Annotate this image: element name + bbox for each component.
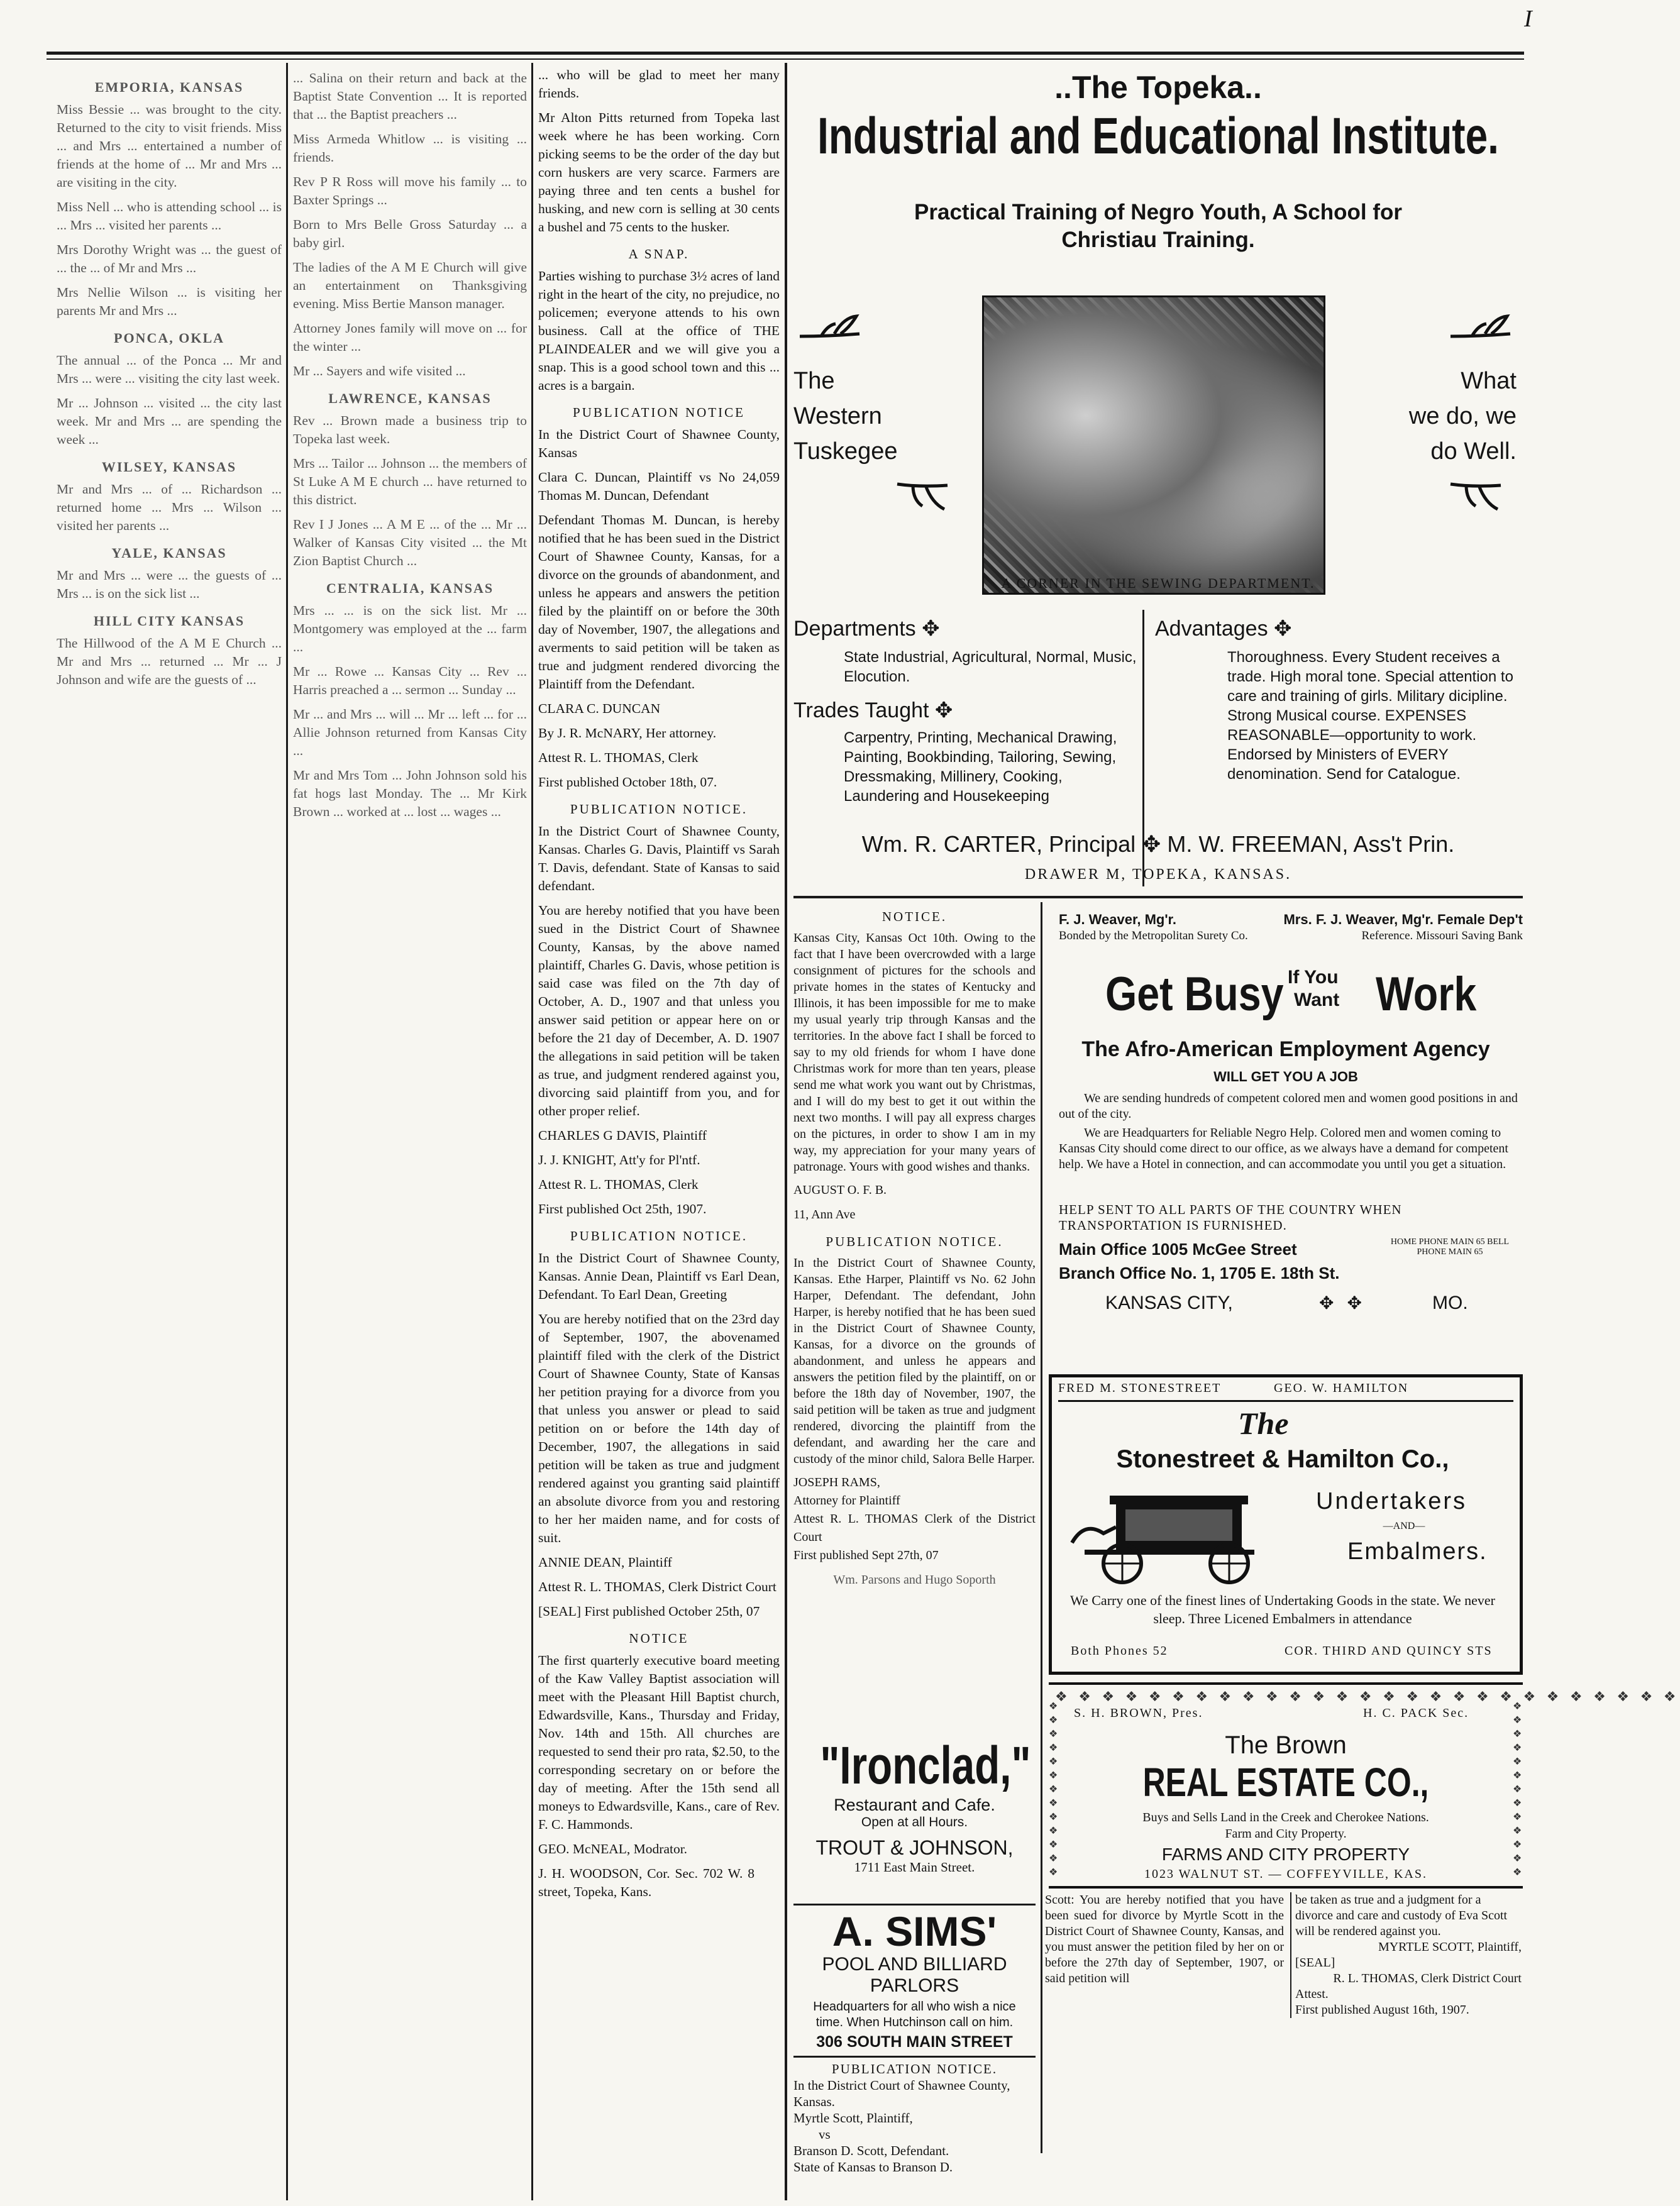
if-you-text: If You [1288, 967, 1339, 988]
manager-2-reference: Reference. Missouri Saving Bank [1361, 929, 1523, 942]
real-estate-line-3: FARMS AND CITY PROPERTY [1161, 1845, 1410, 1864]
news-paragraph: Rev I J Jones ... A M E ... of the ... Mr ... Walker of Kansas City visited ... the Mt Zion Baptist Church ... [293, 517, 527, 568]
manager-1-bond: Bonded by the Metropolitan Surety Co. [1059, 929, 1248, 942]
sims-ad [793, 1909, 1036, 2051]
news-paragraph: Miss Armeda Whitlow ... is visiting ... friends. [293, 131, 527, 165]
signature: JOSEPH RAMS, [793, 1475, 880, 1489]
decorative-border-icon: ❖ ❖ ❖ ❖ ❖ ❖ ❖ ❖ ❖ ❖ ❖ ❖ ❖ ❖ ❖ ❖ ❖ ❖ ❖ ❖ ❖ ❖ ❖ ❖ ❖ ❖ ❖ [1055, 1689, 1680, 1704]
news-paragraph: Mrs ... Tailor ... Johnson ... the members of St Luke A M E church ... have returned to this district. [293, 456, 527, 507]
heading-publication-notice-scott: PUBLICATION NOTICE. [831, 2061, 998, 2076]
signature: By J. R. McNARY, Her attorney. [538, 725, 717, 741]
assistant-principal-name: M. W. FREEMAN, Ass't Prin. [1167, 831, 1455, 857]
ad-subtitle: Practical Training of Negro Youth, A School for [914, 200, 1402, 224]
clerk-signature: R. L. THOMAS, Clerk District Court [1333, 1972, 1522, 1985]
news-paragraph: Mr Alton Pitts returned from Topeka last week where he has been working. Corn picking seems to be the order of the day but corn huskers are very scarce. Farmers are paying three and ten cents a bushel for husking, and new corn is selling at 30 cents a bushel and 75 cents to the husker. [538, 110, 780, 234]
notice-paragraph: In the District Court of Shawnee County, Kansas. Ethe Harper, Plaintiff vs No. 62 John Harper, Defendant. The defendant, John Harper, is hereby notified that he has been sued in the District Court of Shawnee County, Kansas, for a divorce on the grounds of abandonment, and unless he appears and answers the petition filed by the plaintiff, on or before the 18th day of November, 1907, the said petition will be taken as true and judgment rendered, divorcing the plaintiff from the defendant, and awarding her the care and custody of the minor child, Salora Belle Harper. [793, 1256, 1036, 1466]
undertakers-word: Undertakers [1316, 1488, 1467, 1514]
attest-line: Attest. [1295, 1987, 1329, 2001]
real-estate-the: The Brown [1225, 1731, 1347, 1759]
news-paragraph: Mr ... Sayers and wife visited ... [293, 363, 466, 378]
attest-line: Attest R. L. THOMAS, Clerk [538, 750, 699, 765]
signature: J. J. KNIGHT, Att'y for Pl'ntf. [538, 1152, 700, 1167]
trades-heading: Trades Taught ✥ [793, 698, 953, 722]
agency-paragraph: We are Headquarters for Reliable Negro Help. Colored men and women coming to Kansas City should come direct to our office, as we always have a demand for competent help. We have a Hotel in connection, and can accommodate you until you get a situation. [1059, 1126, 1508, 1171]
seal-text: [SEAL] [1295, 1956, 1335, 1970]
agency-state: MO. [1432, 1293, 1468, 1313]
news-paragraph: Mr ... and Mrs ... will ... Mr ... left ... for ... Allie Johnson returned from Kansas City ... [293, 707, 527, 758]
news-paragraph: ... who will be glad to meet her many friends. [538, 67, 780, 101]
departments-text: State Industrial, Agricultural, Normal, Music, Elocution. [844, 649, 1137, 685]
ad-inner-rule [1058, 1400, 1513, 1402]
heading-publication-notice-dean: PUBLICATION NOTICE. [570, 1228, 748, 1244]
heading-a-snap: A SNAP. [628, 246, 690, 262]
get-busy-text: Get Busy [1105, 968, 1284, 1021]
notice-paragraph: Clara C. Duncan, Plaintiff vs No 24,059 Thomas M. Duncan, Defendant [538, 470, 780, 503]
advantages-text: Thoroughness. Every Student receives a trade. High moral tone. Special attention to care and training of girls. Military dicipline. Strong Musical course. EXPENSES REASONABLE—opportunity to work. Endorsed by Ministers of EVERY denomination. Send for Catalogue. [1227, 649, 1513, 783]
undertakers-phones: Both Phones 52 [1071, 1644, 1168, 1658]
principal-name: Wm. R. CARTER, Principal [861, 831, 1136, 857]
column-3 [538, 66, 780, 2197]
news-paragraph: Mr ... Rowe ... Kansas City ... Rev ... Harris preached a ... sermon ... Sunday ... [293, 664, 527, 697]
notice-line: In the District Court of Shawnee County, Kansas. [793, 2078, 1010, 2109]
attest-line: Attest R. L. THOMAS, Clerk [538, 1177, 699, 1192]
news-paragraph: Mr and Mrs Tom ... John Johnson sold his fat hogs last Monday. The ... Mr Kirk Brown ... worked at ... lost ... wages ... [293, 768, 527, 819]
news-paragraph: The annual ... of the Ponca ... Mr and Mrs ... were ... visiting the city last week. [57, 353, 282, 386]
column-rule-2 [531, 63, 533, 2200]
heading-publication-notice-davis: PUBLICATION NOTICE. [570, 802, 748, 817]
signature: Attorney for Plaintiff [793, 1494, 900, 1508]
ornament-icon: ✥ ✥ [1319, 1294, 1362, 1313]
heading-centralia: CENTRALIA, KANSAS [326, 580, 494, 596]
heading-notice: NOTICE. [881, 909, 948, 924]
column-1 [57, 69, 282, 2194]
signature: CHARLES G DAVIS, Plaintiff [538, 1128, 707, 1143]
news-paragraph: Mr and Mrs ... of ... Richardson ... returned home ... Mrs ... Wilson ... visited her parents ... [57, 482, 282, 533]
heading-lawrence: LAWRENCE, KANSAS [328, 390, 492, 406]
want-text: Want [1294, 990, 1340, 1010]
departments-heading: Departments ✥ [793, 617, 940, 641]
agency-city: KANSAS CITY, [1105, 1293, 1233, 1313]
column-2 [293, 69, 527, 2194]
column-rule-5 [1290, 1892, 1291, 2018]
agency-name: The Afro-American Employment Agency [1081, 1037, 1490, 1061]
address-text: 11, Ann Ave [793, 1208, 856, 1222]
ad-rule [793, 2056, 1036, 2058]
news-paragraph: Attorney Jones family will move on ... for the winter ... [293, 321, 527, 354]
publication-date: First published Oct 25th, 1907. [538, 1201, 707, 1216]
advantages-heading-text: Advantages [1155, 617, 1268, 641]
news-paragraph: Born to Mrs Belle Gross Saturday ... a baby girl. [293, 217, 527, 250]
trades-text: Carpentry, Printing, Mechanical Drawing, Painting, Bookbinding, Tailoring, Sewing, Dressmaking, Millinery, Cooking, Laundering and Housekeeping [844, 729, 1117, 805]
publication-date: First published August 16th, 1907. [1295, 2003, 1469, 2017]
news-paragraph: Parties wishing to purchase 3½ acres of land right in the heart of the city, no prejudice, no policemen; everyone attends to his own business. Call at the office of THE PLAINDEALER and we will give you a snap. This is a good school town and this ... acres is a bargain. [538, 268, 780, 393]
real-estate-secretary: H. C. PACK Sec. [1363, 1706, 1469, 1720]
news-paragraph: Mrs ... ... is on the sick list. Mr ... Montgomery was employed at the ... farm ... [293, 603, 527, 654]
notice-paragraph: In the District Court of Shawnee County, Kansas. Charles G. Davis, Plaintiff vs Sarah T. Davis, defendant. State of Kansas to said defendant. [538, 824, 780, 893]
principals-line [793, 831, 1523, 858]
section-rule [793, 896, 1523, 898]
news-paragraph: Mrs Dorothy Wright was ... the guest of ... the ... of Mr and Mrs ... [57, 242, 282, 275]
heading-publication-notice-harper: PUBLICATION NOTICE. [826, 1234, 1003, 1249]
real-estate-name: REAL ESTATE CO., [1142, 1760, 1429, 1805]
signature: CLARA C. DUNCAN [538, 701, 661, 716]
attest-line: Attest R. L. THOMAS Clerk of the District Court [793, 1512, 1036, 1544]
notice-paragraph: In the District Court of Shawnee County, Kansas [538, 427, 780, 460]
sims-address: 306 SOUTH MAIN STREET [816, 2033, 1013, 2051]
top-rule [47, 52, 1524, 55]
sims-name: A. SIMS' [832, 1908, 997, 1955]
scott-notice-continued-right [1295, 1892, 1522, 2018]
ad-title-large: Industrial and Educational Institute. [817, 108, 1499, 165]
photo-caption: A CORNER IN THE SEWING DEPARTMENT. [1001, 575, 1315, 591]
notice-paragraph: Defendant Thomas M. Duncan, is hereby notified that he has been sued in the District Court of Shawnee County, Kansas, for a divorce on the grounds of abandonment, and unless he appears and answers the petition filed by the plaintiff on or before the 30th day of November, 1907, the allegations and averments to said petition will be taken as true and judgment rendered divorcing the Plaintiff from the Defendant. [538, 512, 780, 692]
sims-line-1: POOL AND BILLIARD [822, 1954, 1007, 1975]
heading-wilsey: WILSEY, KANSAS [101, 459, 237, 475]
publication-date: First published October 18th, 07. [538, 775, 717, 790]
notice-line: State of Kansas to Branson D. [793, 2159, 953, 2175]
undertakers-partners: FRED M. STONESTREET GEO. W. HAMILTON [1058, 1381, 1409, 1395]
trades-heading-text: Trades Taught [793, 698, 929, 722]
ad-title-small: ..The Topeka.. [1054, 70, 1262, 105]
ornament-leaf-icon [894, 478, 951, 516]
real-estate-line-2: Farm and City Property. [1225, 1827, 1347, 1841]
undertakers-address: COR. THIRD AND QUINCY STS [1285, 1644, 1493, 1658]
topeka-institute-ad [793, 63, 1523, 893]
heading-emporia: EMPORIA, KANSAS [94, 79, 244, 95]
notice-paragraph: In the District Court of Shawnee County, Kansas. Annie Dean, Plaintiff vs Earl Dean, Defendant. To Earl Dean, Greeting [538, 1250, 780, 1302]
signature: AUGUST O. F. B. [793, 1183, 887, 1197]
advantages-heading: Advantages ✥ [1155, 617, 1292, 641]
departments-heading-text: Departments [793, 617, 916, 641]
news-paragraph: Miss Nell ... who is attending school ... is ... Mrs ... visited her parents ... [57, 199, 282, 233]
column-rule-3 [785, 63, 787, 2200]
news-paragraph: Mr ... Johnson ... visited ... the city last week. Mr and Mrs ... are spending the week ... [57, 395, 282, 447]
notice-paragraph: The first quarterly executive board meeting of the Kaw Valley Baptist association will meet with the Pleasant Hill Baptist church, Edwardsville, Kans., Thursday and Friday, Nov. 14th and 15th. All churches are requested to send their pro rata, $2.50, to the corresponding secretary on or before the day of meeting. After the 15th send all moneys to Edwardsville, Kans., care of Rev. F. C. Hammonds. [538, 1653, 780, 1832]
ornament-icon: ✥ [1142, 831, 1168, 857]
ironclad-owners: TROUT & JOHNSON, [815, 1836, 1014, 1859]
ad-subtitle-2: Christiau Training. [1061, 228, 1255, 252]
notice-paragraph: You are hereby notified that you have been sued in the District Court of Shawnee County, Kansas, by the above named plaintiff, Charles G. Davis, whose petition is said case was filed on the 7th day of October, A. D., 1907 and that unless you answer said petition or appear here on or before the 21 day of December, A. D. 1907 the allegations in said petition will be taken as true, and judgment rendered against you, divorcing said plaintiff from you, and for other proper relief. [538, 903, 780, 1118]
attest-line: Attest R. L. THOMAS, Clerk District Court [538, 1579, 776, 1594]
ad-right-slogan: What we do, we do Well. [1408, 368, 1517, 465]
manager-1: F. J. Weaver, Mg'r. [1059, 912, 1177, 927]
publication-date: First published Sept 27th, 07 [793, 1548, 939, 1562]
heading-notice-baptist: NOTICE [629, 1631, 689, 1646]
ironclad-address: 1711 East Main Street. [854, 1860, 975, 1875]
ironclad-hours: Open at all Hours. [861, 1815, 968, 1829]
sims-line-3: Headquarters for all who wish a nice time. When Hutchinson call on him. [813, 2000, 1016, 2029]
scott-notice [793, 2061, 1036, 2175]
publication-date: [SEAL] First published October 25th, 07 [538, 1604, 760, 1619]
column-rule-4 [1041, 902, 1042, 2153]
notice-line: Myrtle Scott, Plaintiff, [793, 2110, 913, 2126]
real-estate-ad [1049, 1682, 1680, 1889]
undertakers-paragraph: We Carry one of the finest lines of Undertaking Goods in the state. We never sleep. Three Licened Embalmers in attendance [1069, 1592, 1496, 1626]
signature: J. H. WOODSON, Cor. Sec. 702 W. 8 street, Topeka, Kans. [538, 1866, 754, 1899]
heading-ponca: PONCA, OKLA [114, 330, 224, 346]
real-estate-line-1: Buys and Sells Land in the Creek and Cherokee Nations. [1142, 1811, 1429, 1824]
signature: GEO. McNEAL, Modrator. [538, 1841, 688, 1856]
news-paragraph: The ladies of the A M E Church will give an entertainment on Thanksgiving evening. Miss Bertie Manson manager. [293, 260, 527, 311]
ornament-leaf-icon [1447, 478, 1504, 516]
undertakers-the: The [1238, 1406, 1289, 1441]
real-estate-president: S. H. BROWN, Pres. [1074, 1706, 1203, 1720]
manager-2: Mrs. F. J. Weaver, Mg'r. Female Dep't [1283, 912, 1523, 927]
news-paragraph: ... Salina on their return and back at the Baptist State Convention ... It is reported that ... the Baptist preachers ... [293, 70, 527, 122]
work-text: Work [1376, 968, 1477, 1021]
top-rule-thin [47, 58, 1524, 60]
news-paragraph: Rev ... Brown made a business trip to Topeka last week. [293, 413, 527, 446]
notice-line: Branson D. Scott, Defendant. [793, 2143, 949, 2158]
agency-phones: HOME PHONE MAIN 65 BELL PHONE MAIN 65 [1390, 1237, 1510, 1257]
signature: MYRTLE SCOTT, Plaintiff, [1378, 1940, 1522, 1954]
branch-office: Branch Office No. 1, 1705 E. 18th St. [1059, 1264, 1340, 1282]
notice-paragraph: Kansas City, Kansas Oct 10th. Owing to the fact that I have been overcrowded with a large consignment of pictures for the schools and private homes in the states of Kentucky and Illinois, it has been impossible for me to make my usual yearly trip through Kansas and the territories. In the above fact I shall be forced to say to my old friends for whom I have done Christmas work for more than ten years, please send me what work you want out by Christmas, and I will do my best to get it out within the next two months. I will pay all express charges on the pictures, in order to show I am in my way, my appreciation for your many years of patronage. Yours with good wishes and thanks. [793, 931, 1036, 1174]
undertakers-and: —AND— [1383, 1521, 1425, 1531]
ornament-leaf-icon [1447, 311, 1517, 343]
undertakers-firm: Stonestreet & Hamilton Co., [1116, 1445, 1449, 1473]
undertakers-ad [1049, 1374, 1523, 1675]
signature: ANNIE DEAN, Plaintiff [538, 1555, 672, 1570]
ironclad-subtitle: Restaurant and Cafe. [834, 1795, 995, 1814]
column-rule-1 [286, 63, 288, 2200]
main-office: Main Office 1005 McGee Street [1059, 1240, 1297, 1259]
real-estate-address: 1023 WALNUT ST. — COFFEYVILLE, KAS. [1144, 1867, 1427, 1881]
decorative-border-icon: ❖ ❖ ❖ ❖ ❖ ❖ ❖ ❖ ❖ ❖ ❖ ❖ ❖ [1049, 1701, 1058, 1878]
heading-publication-notice-duncan: PUBLICATION NOTICE [573, 405, 745, 420]
news-paragraph: Rev P R Ross will move his family ... to Baxter Springs ... [293, 174, 527, 207]
sewing-department-photo [982, 295, 1325, 595]
heading-yale: YALE, KANSAS [111, 545, 227, 561]
heading-hill-city: HILL CITY KANSAS [93, 613, 245, 629]
news-paragraph: Mr and Mrs ... were ... the guests of ... Mrs ... is on the sick list ... [57, 568, 282, 601]
hearse-icon [1066, 1483, 1279, 1587]
ad-rule [793, 1904, 1036, 1905]
ornament-leaf-icon [797, 311, 866, 343]
decorative-border-icon: ❖ ❖ ❖ ❖ ❖ ❖ ❖ ❖ ❖ ❖ ❖ ❖ ❖ [1513, 1701, 1522, 1878]
ad-left-slogan: The Western Tuskegee [793, 368, 898, 465]
notice-paragraph: You are hereby notified that on the 23rd day of September, 1907, the abovenamed plaintiff filed with the clerk of the District Court of Shawnee County, State of Kansas her petition praying for a divorce from you that unless you answer or plead to said petition on or before the 14th day of December, 1907, the allegations in said petition will be taken as true and judgment rendered against you granting said plaintiff an absolute divorce from you and restoring to her her maiden name, and for costs of suit. [538, 1311, 780, 1545]
agency-notice: HELP SENT TO ALL PARTS OF THE COUNTRY WHEN TRANSPORTATION IS FURNISHED. [1059, 1202, 1402, 1233]
news-paragraph: Mrs Nellie Wilson ... is visiting her parents Mr and Mrs ... [57, 285, 282, 318]
news-paragraph: The Hillwood of the A M E Church ... Mr and Mrs ... returned ... Mr ... J Johnson and wife are the guests of ... [57, 636, 282, 687]
scott-notice-continued-left: Scott: You are hereby notified that you have been sued for divorce by Myrtle Scott in the District Court of Shawnee County, Kansas, and you must answer the petition filed by her on or before the 27th day of September, 1907, or said petition will [1045, 1893, 1284, 1985]
agency-tagline: WILL GET YOU A JOB [1213, 1069, 1358, 1084]
sims-line-2: PARLORS [870, 1975, 959, 1996]
ironclad-name: "Ironclad," [820, 1736, 1031, 1795]
news-paragraph: Miss Bessie ... was brought to the city. Returned to the city to visit friends. Miss ... and Mrs ... entertained a number of friends at the home of ... Mr and Mrs ... are visiting in the city. [57, 102, 282, 190]
notice-line: vs [819, 2127, 831, 2142]
footer-text: Wm. Parsons and Hugo Soporth [833, 1573, 996, 1587]
ironclad-ad [793, 1735, 1036, 1875]
page-mark: I [1524, 6, 1532, 32]
address-line: DRAWER M, TOPEKA, KANSAS. [1024, 866, 1292, 883]
embalmers-word: Embalmers. [1347, 1538, 1488, 1565]
agency-paragraph: We are sending hundreds of competent colored men and women good positions in and out of the city. [1059, 1091, 1518, 1121]
notice-paragraph: be taken as true and a judgment for a divorce and care and custody of Eva Scott will be rendered against you. [1295, 1893, 1508, 1938]
employment-agency-ad [1049, 912, 1523, 1330]
